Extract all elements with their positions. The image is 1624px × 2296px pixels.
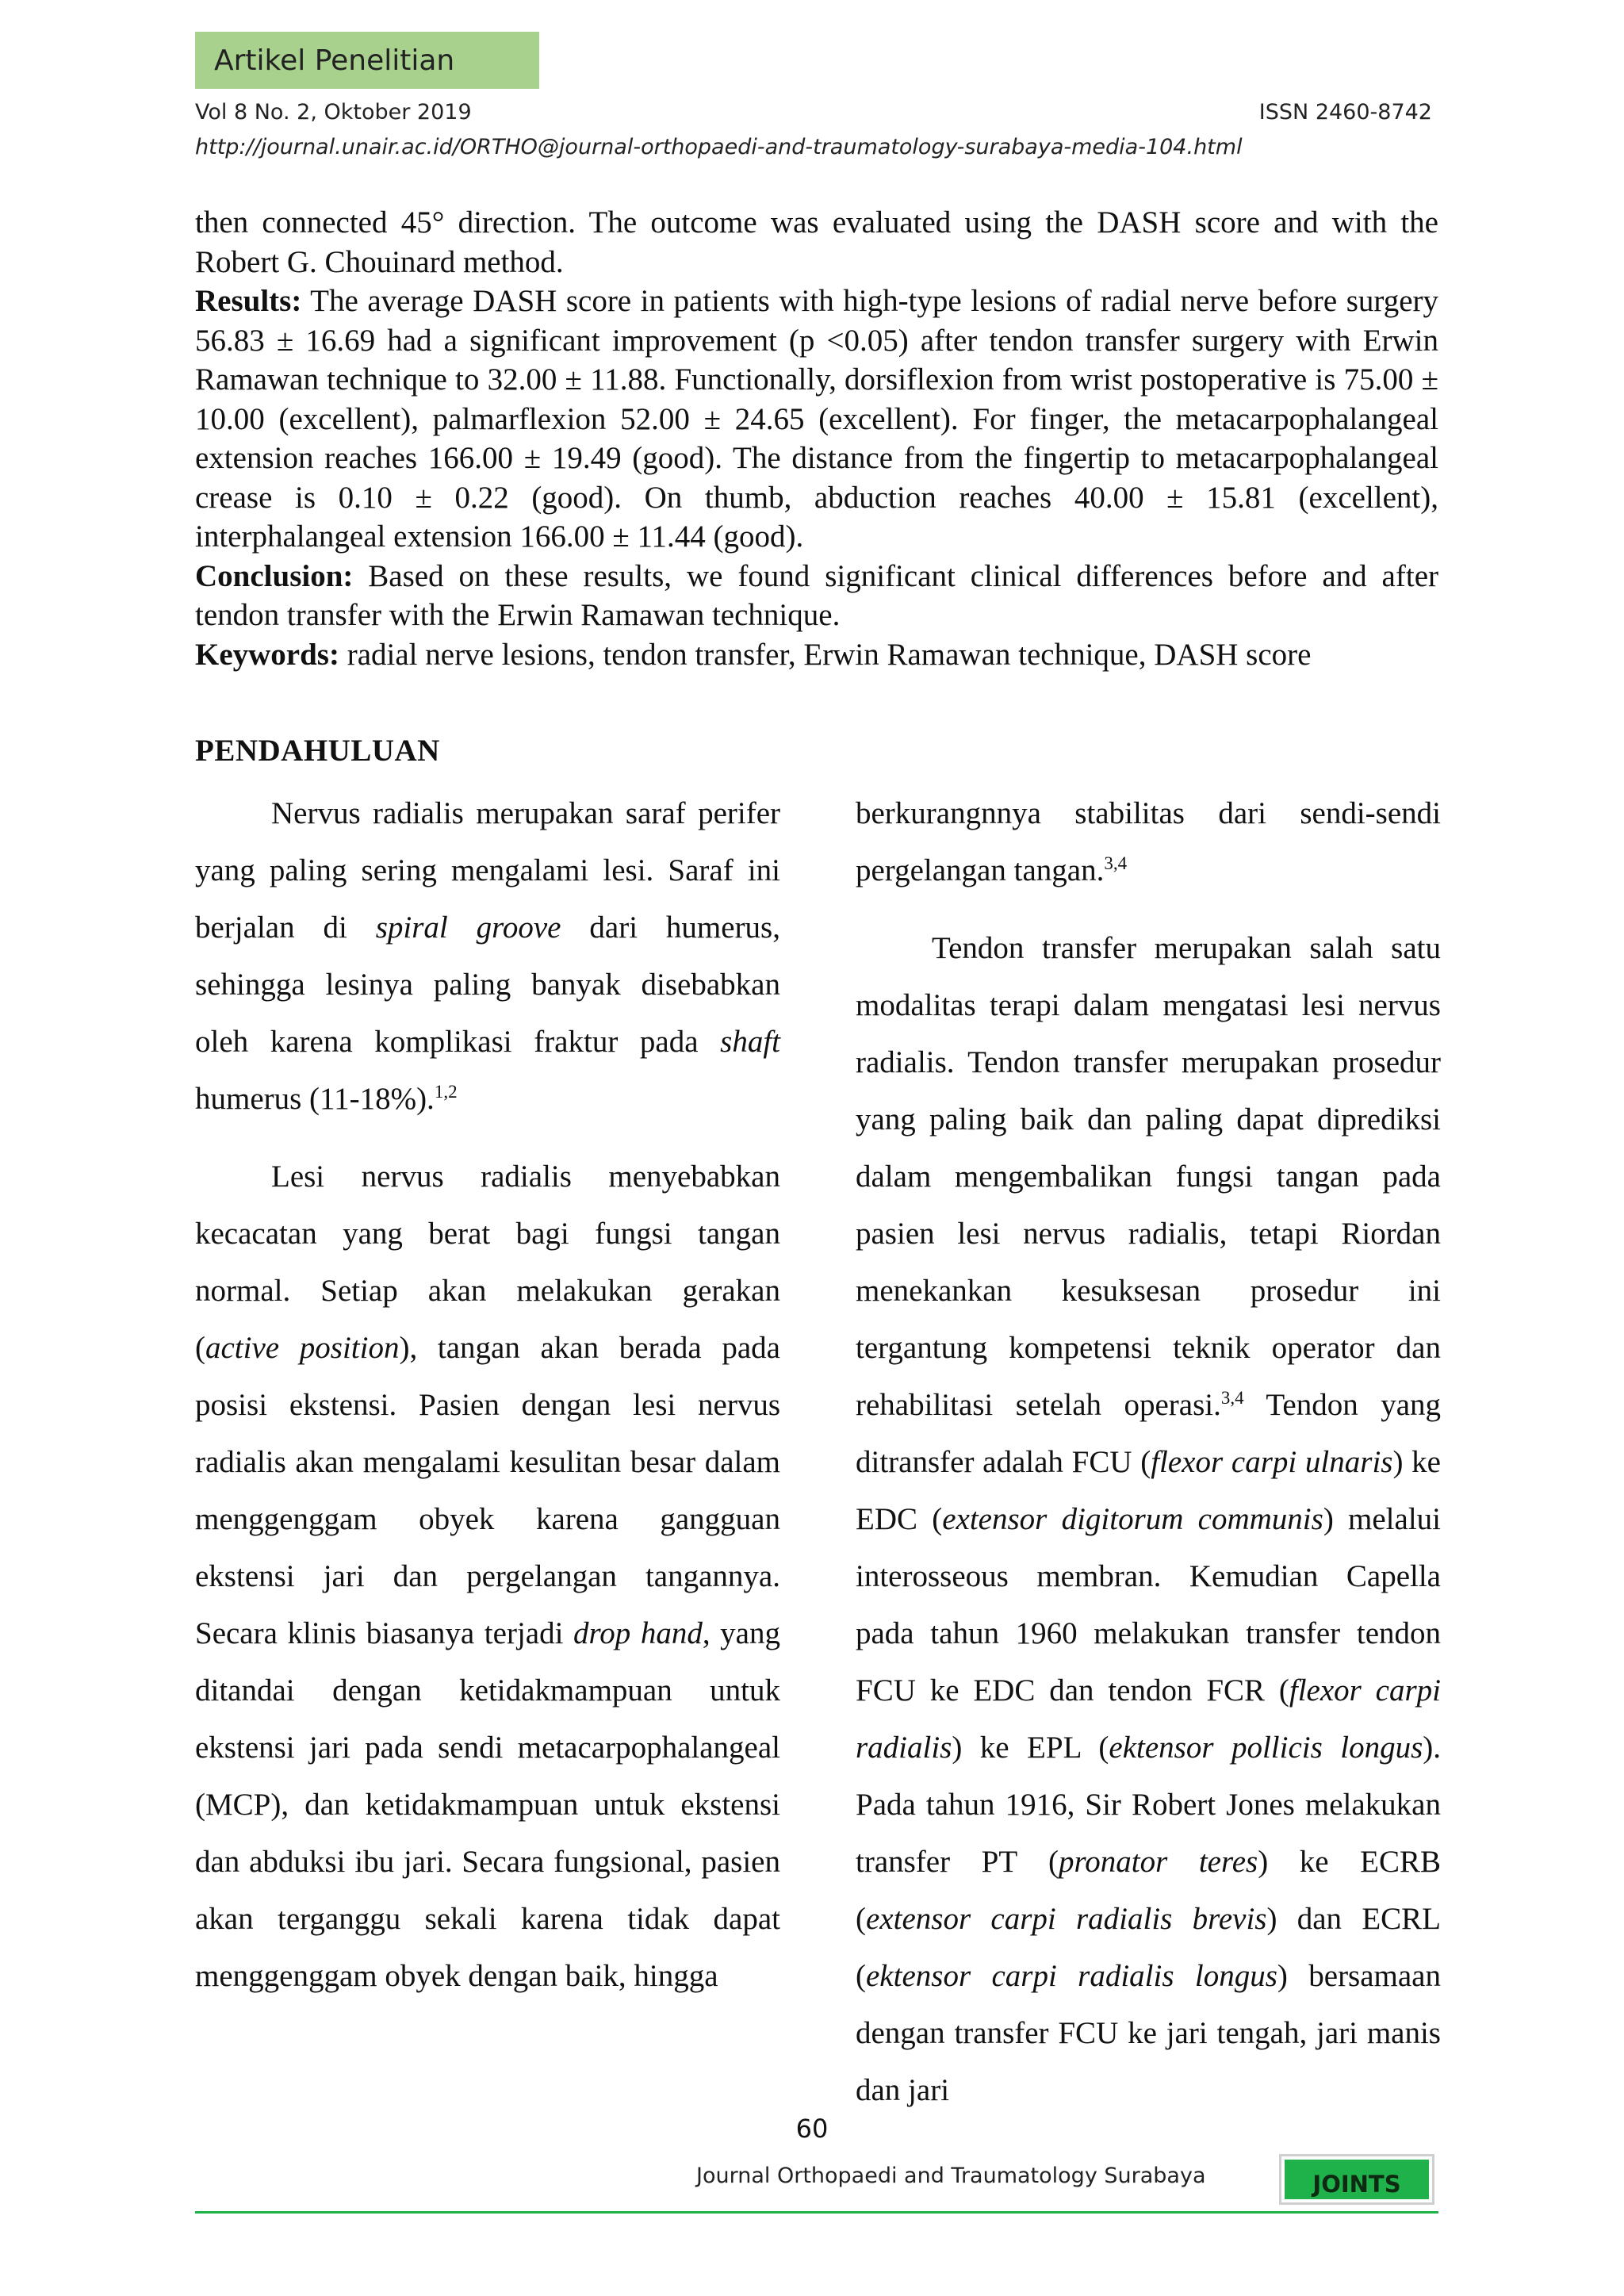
joints-badge-label: JOINTS [1285, 2160, 1429, 2199]
issue-info-row [195, 100, 1432, 125]
right-column [856, 785, 1441, 2119]
article-type-tag [195, 32, 539, 89]
paragraph: Nervus radialis merupakan saraf perifer yang paling sering mengalami lesi. Saraf ini berjalan di spiral groove dari humerus, sehingga lesinya paling banyak disebabkan oleh karena komplikasi fraktur pada shaft humerus (11-18%).$^{1,2}$ [195, 796, 780, 1116]
page-number: 60 [795, 2114, 829, 2144]
results-label: Results: [195, 284, 302, 318]
joints-badge [1279, 2154, 1434, 2205]
abstract-results: Results: The average DASH score in patients with high-type lesions of radial nerve before surgery 56.83 ± 16.69 had a significant improvement (p <0.05) after tendon transfer surgery with Erwin Ramawan technique to 32.00 ± 11.88. Functionally, dorsiflexion from wrist postoperative is 75.00 ± 10.00 (excellent), palmarflexion 52.00 ± 24.65 (excellent). For finger, the metacarpophalangeal extension reaches 166.00 ± 19.49 (good). The distance from the fingertip to metacarpophalangeal crease is 0.10 ± 0.22 (good). On thumb, abduction reaches 40.00 ± 15.81 (excellent), interphalangeal extension 166.00 ± 11.44 (good). [195, 284, 1438, 554]
citation: 3,4 [1220, 1388, 1244, 1408]
volume-info: Vol 8 No. 2, Oktober 2019 [195, 100, 472, 125]
citation: 3,4 [1104, 853, 1128, 873]
abstract-keywords: Keywords: radial nerve lesions, tendon transfer, Erwin Ramawan technique, DASH score [195, 637, 1312, 672]
footer-divider [195, 2211, 1438, 2214]
keywords-label: Keywords: [195, 637, 339, 672]
article-type-label: Artikel Penelitian [214, 44, 455, 77]
paragraph: Lesi nervus radialis menyebabkan kecacatan yang berat bagi fungsi tangan normal. Setiap akan melakukan gerakan (active position), tangan akan berada pada posisi ekstensi. Pasien dengan lesi nervus radialis akan mengalami kesulitan besar dalam menggenggam obyek karena gangguan ekstensi jari dan pergelangan tangannya. Secara klinis biasanya terjadi drop hand, yang ditandai dengan ketidakmampuan untuk ekstensi jari pada sendi metacarpophalangeal (MCP), dan ketidakmampuan untuk ekstensi dan abduksi ibu jari. Secara fungsional, pasien akan terganggu sekali karena tidak dapat menggenggam obyek dengan baik, hingga [195, 1159, 780, 1993]
paragraph: berkurangnnya stabilitas dari sendi-sendi pergelangan tangan.$^{3,4}$ [856, 796, 1441, 887]
left-column [195, 785, 780, 2005]
abstract-conclusion: Conclusion: Based on these results, we found significant clinical differences before and after tendon transfer with the Erwin Ramawan technique. [195, 558, 1438, 632]
citation: 1,2 [434, 1082, 458, 1102]
journal-url[interactable]: http://journal.unair.ac.id/ORTHO@journal-orthopaedi-and-traumatology-surabaya-media-104.html [195, 135, 1243, 159]
conclusion-label: Conclusion: [195, 558, 354, 593]
abstract-methods-tail: then connected 45° direction. The outcome was evaluated using the DASH score and with the Robert G. Chouinard method. [195, 205, 1438, 279]
paragraph: Tendon transfer merupakan salah satu modalitas terapi dalam mengatasi lesi nervus radialis. Tendon transfer merupakan prosedur yang paling baik dan paling dapat diprediksi dalam mengembalikan fungsi tangan pada pasien lesi nervus radialis, tetapi Riordan menekankan kesuksesan prosedur ini tergantung kompetensi teknik operator dan rehabilitasi setelah operasi.$^{3,4}$ Tendon yang ditransfer adalah FCU (flexor carpi ulnaris) ke EDC (extensor digitorum communis) melalui interosseous membran. Kemudian Capella pada tahun 1960 melakukan transfer tendon FCU ke EDC dan tendon FCR (flexor carpi radialis) ke EPL (ektensor pollicis longus). Pada tahun 1916, Sir Robert Jones melakukan transfer PT (pronator teres) ke ECRB (extensor carpi radialis brevis) dan ECRL (ektensor carpi radialis longus) bersamaan dengan transfer FCU ke jari tengah, jari manis dan jari [856, 931, 1441, 2107]
section-title: PENDAHULUAN [195, 734, 440, 768]
abstract [195, 203, 1438, 674]
journal-name: Journal Orthopaedi and Traumatology Surabaya [696, 2164, 1206, 2188]
issn-info: ISSN 2460-8742 [1258, 100, 1432, 125]
